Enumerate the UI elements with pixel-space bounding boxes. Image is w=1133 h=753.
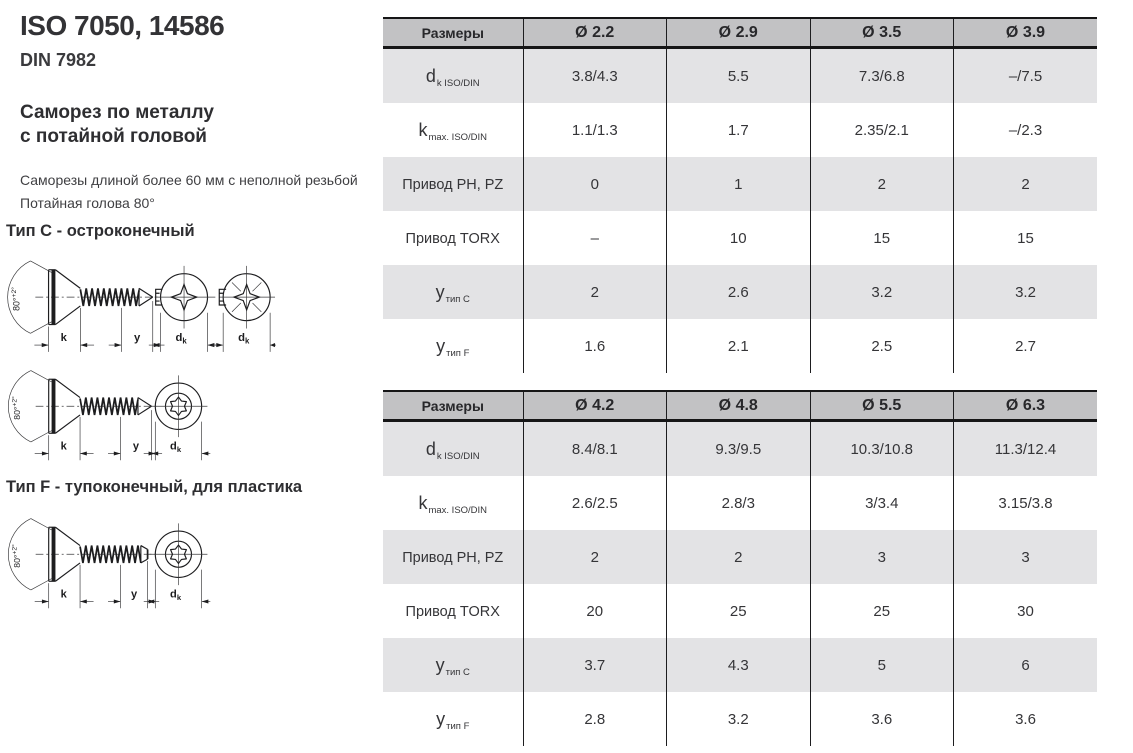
row-label-sub: тип F [446, 720, 470, 732]
value-cell: 3 [810, 530, 954, 584]
row-label [383, 584, 523, 638]
row-label [383, 48, 523, 104]
spec-row [383, 530, 1097, 584]
diameter-column-header: Ø 4.8 [667, 391, 811, 421]
value-cell: 3.15/3.8 [954, 476, 1098, 530]
value-cell: 10.3/10.8 [810, 421, 954, 477]
diameter-column-header: Ø 2.2 [523, 18, 667, 48]
spec-row [383, 638, 1097, 692]
value-cell: 1.1/1.3 [523, 103, 667, 157]
diameter-column-header: Ø 3.9 [954, 18, 1098, 48]
angle-label: 80°$^{+2^\circ}$ [10, 287, 22, 311]
technical-drawing-type-c-ph-pz [6, 248, 276, 360]
value-cell: 1.6 [523, 319, 667, 373]
spec-table-large-diameters [383, 390, 1097, 746]
value-cell: 5 [810, 638, 954, 692]
spec-row [383, 476, 1097, 530]
description-line1: Саморезы длиной более 60 мм с неполной резьбой [20, 172, 358, 188]
value-cell: 4.3 [667, 638, 811, 692]
row-label-main: y [436, 708, 446, 729]
value-cell: 9.3/9.5 [667, 421, 811, 477]
value-cell: 10 [667, 211, 811, 265]
diameter-column-header: Ø 4.2 [523, 391, 667, 421]
value-cell: – [523, 211, 667, 265]
value-cell: 15 [810, 211, 954, 265]
diameter-column-header: Ø 2.9 [667, 18, 811, 48]
row-label [383, 638, 523, 692]
value-cell: 8.4/8.1 [523, 421, 667, 477]
product-name-line2: с потайной головой [20, 126, 207, 147]
spec-row [383, 103, 1097, 157]
value-cell: 3.7 [523, 638, 667, 692]
dim-dk-label: $d_k$ [170, 588, 182, 603]
value-cell: 3.6 [810, 692, 954, 746]
dim-k-label: k [60, 332, 67, 345]
row-label [383, 476, 523, 530]
spec-row [383, 584, 1097, 638]
dim-y-label: y [131, 588, 138, 601]
dim-y-label: y [132, 440, 140, 453]
value-cell: 2.8/3 [667, 476, 811, 530]
spec-row [383, 421, 1097, 477]
spec-row [383, 692, 1097, 746]
value-cell: 3.2 [810, 265, 954, 319]
value-cell: 20 [523, 584, 667, 638]
description-line2: Потайная голова 80° [20, 195, 155, 211]
screw-drawing-svg [6, 248, 276, 360]
value-cell: 11.3/12.4 [954, 421, 1098, 477]
value-cell: 3/3.4 [810, 476, 954, 530]
row-label-sub: тип C [445, 293, 470, 305]
technical-drawing-type-f-torx [6, 506, 212, 616]
dim-k-label: k [60, 440, 67, 453]
product-name-line1: Саморез по металлу [20, 102, 214, 123]
angle-label: 80°$^{+2^\circ}$ [11, 544, 23, 568]
value-cell: 2.7 [954, 319, 1098, 373]
screw-drawing-svg [6, 506, 212, 616]
row-label-sub: max. ISO/DIN [428, 504, 488, 516]
row-label-main: Привод PH, PZ [402, 549, 504, 566]
diameter-column-header: Ø 3.5 [810, 18, 954, 48]
row-label-sub: тип F [446, 347, 470, 359]
value-cell: 15 [954, 211, 1098, 265]
type-f-heading: Тип F - тупоконечный, для пластика [6, 478, 303, 496]
value-cell: 2 [523, 265, 667, 319]
row-label [383, 692, 523, 746]
row-label [383, 211, 523, 265]
value-cell: 2.6/2.5 [523, 476, 667, 530]
row-label-main: d [425, 438, 436, 459]
row-label-main: Привод PH, PZ [402, 176, 504, 193]
row-label-main: k [418, 119, 428, 140]
value-cell: 1 [667, 157, 811, 211]
row-label-main: Привод TORX [405, 230, 500, 247]
value-cell: 1.7 [667, 103, 811, 157]
table-header-row [383, 18, 1097, 48]
value-cell: 25 [667, 584, 811, 638]
dim-dk-label: $d_k$ [175, 332, 187, 346]
spec-row [383, 48, 1097, 104]
value-cell: 2 [810, 157, 954, 211]
technical-drawing-type-c-torx [6, 358, 212, 468]
value-cell: 3.2 [954, 265, 1098, 319]
angle-label: 80°$^{+2^\circ}$ [11, 396, 23, 420]
value-cell: 30 [954, 584, 1098, 638]
table-header-row [383, 391, 1097, 421]
page-title: ISO 7050, 14586 [20, 10, 225, 41]
value-cell: 3.6 [954, 692, 1098, 746]
row-label [383, 103, 523, 157]
value-cell: 2 [667, 530, 811, 584]
row-label-main: y [435, 281, 445, 302]
dim-k-label: k [60, 588, 67, 601]
left-panel [20, 10, 378, 215]
sizes-column-header: Размеры [383, 18, 523, 48]
value-cell: 2.5 [810, 319, 954, 373]
value-cell: 5.5 [667, 48, 811, 104]
spec-row [383, 319, 1097, 373]
row-label [383, 157, 523, 211]
product-description [20, 169, 378, 215]
diameter-column-header: Ø 6.3 [954, 391, 1098, 421]
dim-dk-label: $d_k$ [170, 440, 182, 455]
value-cell: 7.3/6.8 [810, 48, 954, 104]
row-label-main: Привод TORX [405, 603, 500, 620]
row-label-sub: k ISO/DIN [436, 77, 480, 89]
value-cell: 2.35/2.1 [810, 103, 954, 157]
row-label-sub: k ISO/DIN [436, 450, 480, 462]
spec-row [383, 265, 1097, 319]
value-cell: 2.6 [667, 265, 811, 319]
row-label [383, 319, 523, 373]
row-label-main: d [425, 65, 436, 86]
row-label [383, 265, 523, 319]
row-label [383, 421, 523, 477]
value-cell: 25 [810, 584, 954, 638]
value-cell: 2.1 [667, 319, 811, 373]
row-label-main: y [436, 335, 446, 356]
product-name [20, 101, 378, 149]
value-cell: 3.2 [667, 692, 811, 746]
screw-drawing-svg [6, 358, 212, 468]
diameter-column-header: Ø 5.5 [810, 391, 954, 421]
value-cell: –/7.5 [954, 48, 1098, 104]
dim-dk-label: $d_k$ [238, 332, 250, 346]
row-label [383, 530, 523, 584]
value-cell: 2 [954, 157, 1098, 211]
row-label-main: k [418, 492, 428, 513]
spec-row [383, 157, 1097, 211]
dim-y-label: y [133, 332, 141, 345]
spec-table-small-diameters [383, 17, 1097, 373]
type-c-heading: Тип C - остроконечный [6, 222, 195, 240]
value-cell: 3 [954, 530, 1098, 584]
value-cell: –/2.3 [954, 103, 1098, 157]
spec-row [383, 211, 1097, 265]
row-label-main: y [435, 654, 445, 675]
page-subtitle: DIN 7982 [20, 50, 97, 70]
value-cell: 6 [954, 638, 1098, 692]
value-cell: 3.8/4.3 [523, 48, 667, 104]
value-cell: 2.8 [523, 692, 667, 746]
sizes-column-header: Размеры [383, 391, 523, 421]
value-cell: 2 [523, 530, 667, 584]
row-label-sub: тип C [445, 666, 470, 678]
row-label-sub: max. ISO/DIN [428, 131, 488, 143]
value-cell: 0 [523, 157, 667, 211]
